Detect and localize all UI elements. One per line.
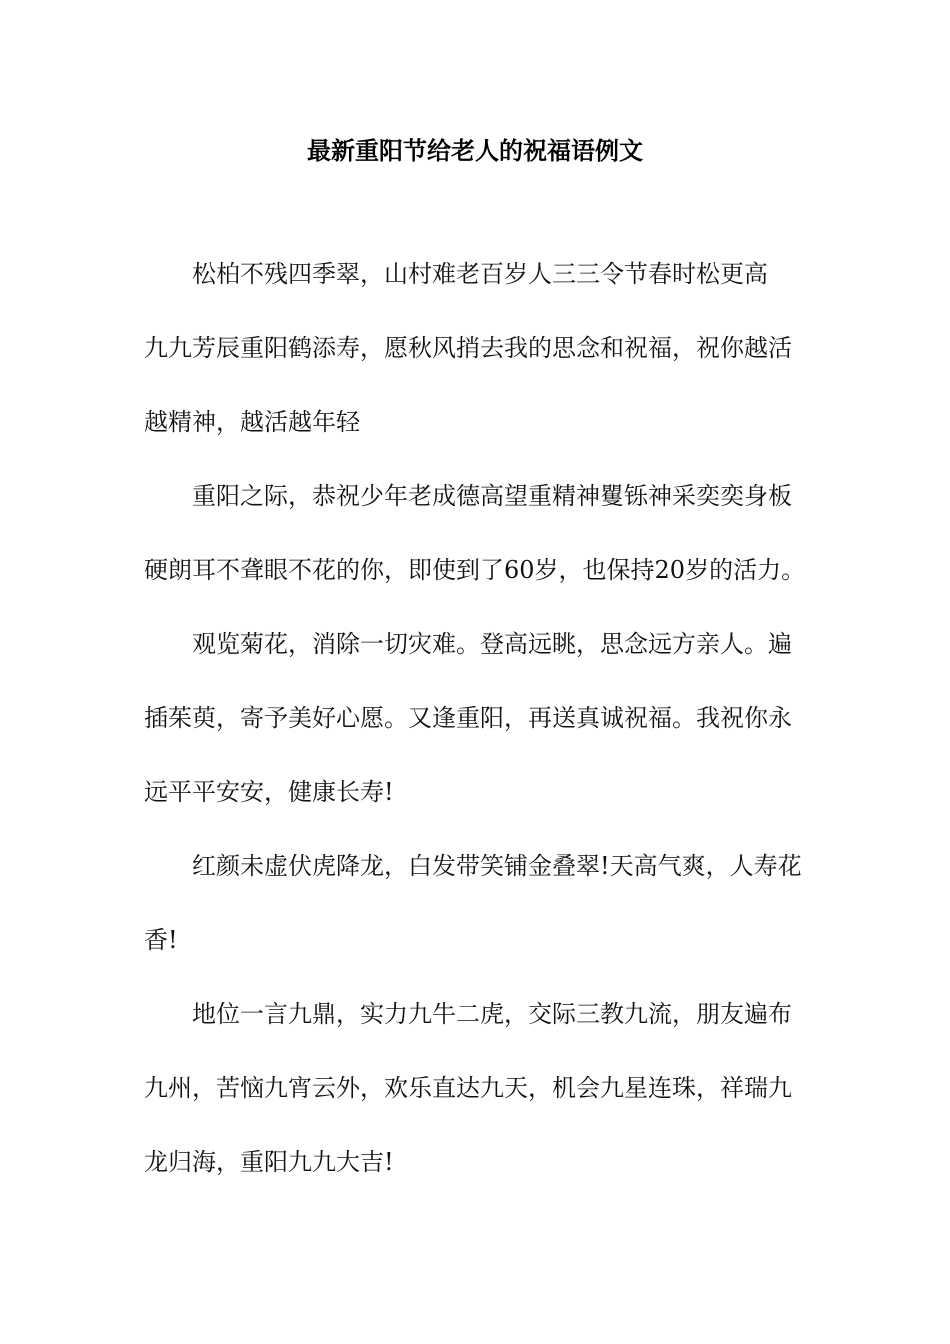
paragraph-line: 重阳之际，恭祝少年老成德高望重精神矍铄神采奕奕身板: [192, 482, 792, 510]
paragraph-line: 九九芳辰重阳鹤添寿，愿秋风捎去我的思念和祝福，祝你越活: [144, 334, 792, 362]
paragraph-4: [144, 848, 806, 959]
paragraph-line: 地位一言九鼎，实力九牛二虎，交际三教九流，朋友遍布: [192, 1000, 792, 1028]
paragraph-line: 观览菊花，消除一切灾难。登高远眺，思念远方亲人。遍: [192, 630, 792, 658]
paragraph-line: 香!: [144, 926, 178, 954]
paragraph-line: 龙归海，重阳九九大吉!: [144, 1148, 394, 1176]
paragraph-line: 红颜未虚伏虎降龙，白发带笑铺金叠翠!天高气爽，人寿花: [192, 852, 802, 880]
paragraph-line: 松柏不残四季翠，山村难老百岁人三三令节春时松更高: [192, 260, 768, 288]
paragraph-3: [144, 626, 806, 811]
paragraph-line: 硬朗耳不聋眼不花的你，即使到了60岁，也保持20岁的活力。: [144, 556, 806, 584]
document-body: [144, 256, 806, 1218]
paragraph-line: 越精神，越活越年轻: [144, 408, 360, 436]
paragraph-line: 远平平安安，健康长寿!: [144, 778, 394, 806]
paragraph-line: 插茱萸，寄予美好心愿。又逢重阳，再送真诚祝福。我祝你永: [144, 704, 792, 732]
paragraph-5: [144, 996, 806, 1181]
paragraph-line: 九州，苦恼九宵云外，欢乐直达九天，机会九星连珠，祥瑞九: [144, 1074, 792, 1102]
paragraph-2: [144, 478, 806, 589]
document-title: 最新重阳节给老人的祝福语例文: [307, 136, 643, 165]
paragraph-1: [144, 256, 806, 441]
